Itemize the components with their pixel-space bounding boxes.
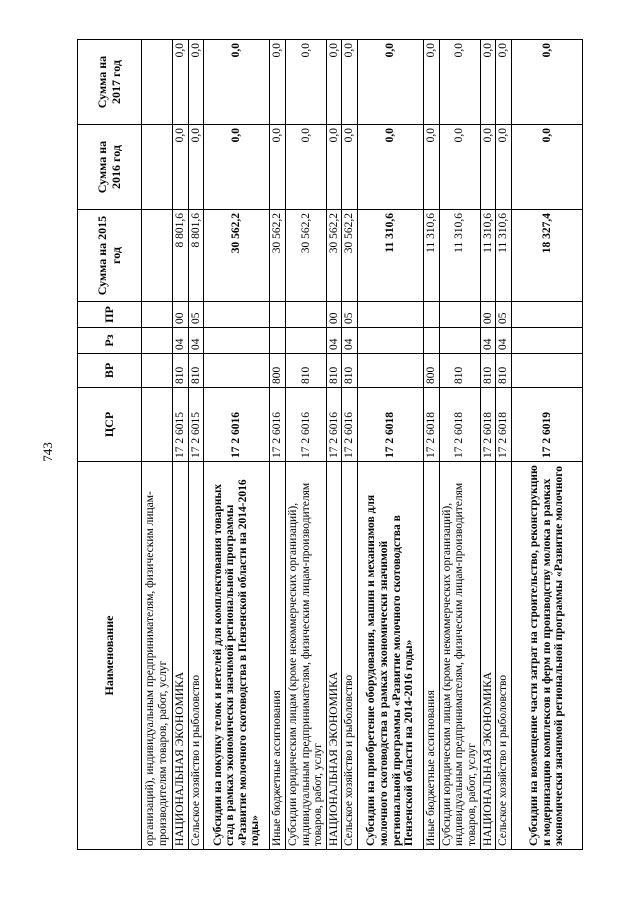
row-sum-2015: 18 327,4 xyxy=(511,210,582,302)
header-csr: ЦСР xyxy=(78,388,142,462)
row-csr: 17 2 6018 xyxy=(480,388,496,462)
table-row xyxy=(439,40,480,850)
row-sum-2015: 30 562,2 xyxy=(326,210,342,302)
table-row xyxy=(511,40,582,850)
header-sum-2015: Сумма на 2015 год xyxy=(78,210,142,302)
row-sum-2016: 0,0 xyxy=(342,125,358,210)
row-sum-2016: 0,0 xyxy=(439,125,480,210)
row-name: НАЦИОНАЛЬНАЯ ЭКОНОМИКА xyxy=(173,462,189,850)
row-name: Субсидии юридическим лицам (кроме некоммерческих организаций), индивидуальным предпринимателям, физическим лицам-производителям товаров, работ, услуг xyxy=(285,462,326,850)
row-csr: 17 2 6018 xyxy=(424,388,440,462)
row-sum-2016: 0,0 xyxy=(188,125,204,210)
row-sum-2016 xyxy=(142,125,173,210)
row-sum-2017: 0,0 xyxy=(326,40,342,125)
row-csr: 17 2 6018 xyxy=(358,388,424,462)
table-row xyxy=(496,40,512,850)
row-sum-2017: 0,0 xyxy=(173,40,189,125)
row-sum-2016: 0,0 xyxy=(270,125,286,210)
table-row xyxy=(204,40,270,850)
row-sum-2015 xyxy=(142,210,173,302)
row-sum-2016: 0,0 xyxy=(480,125,496,210)
row-vr: 810 xyxy=(326,354,342,388)
row-sum-2017: 0,0 xyxy=(358,40,424,125)
row-name: Иные бюджетные ассигнования xyxy=(270,462,286,850)
row-vr: 810 xyxy=(480,354,496,388)
row-rz: 04 xyxy=(188,328,204,354)
row-csr xyxy=(142,388,173,462)
row-name: Сельское хозяйство и рыболовство xyxy=(342,462,358,850)
row-name: НАЦИОНАЛЬНАЯ ЭКОНОМИКА xyxy=(480,462,496,850)
row-name: Субсидии на приобретение оборудования, машин и механизмов для молочного скотоводства в рамках экономически значимой региональной программы «Развитие молочного скотоводства в Пензенской области на 2014-2016 годы» xyxy=(358,462,424,850)
header-sum-2016: Сумма на 2016 год xyxy=(78,125,142,210)
row-sum-2017 xyxy=(142,40,173,125)
row-rz: 04 xyxy=(342,328,358,354)
row-rz: 04 xyxy=(326,328,342,354)
row-pr: 00 xyxy=(173,302,189,328)
row-sum-2017: 0,0 xyxy=(480,40,496,125)
row-pr: 05 xyxy=(342,302,358,328)
table-row xyxy=(285,40,326,850)
budget-table xyxy=(77,39,583,850)
row-name: НАЦИОНАЛЬНАЯ ЭКОНОМИКА xyxy=(326,462,342,850)
row-csr: 17 2 6016 xyxy=(285,388,326,462)
row-csr: 17 2 6016 xyxy=(342,388,358,462)
table-row xyxy=(358,40,424,850)
row-name: Субсидии на покупку телок и нетелей для комплектования товарных стад в рамках экономически значимой региональной программы «Развитие молочного скотоводства в Пензенской области на 2014-2016 годы» xyxy=(204,462,270,850)
row-vr: 810 xyxy=(173,354,189,388)
row-name: Сельское хозяйство и рыболовство xyxy=(496,462,512,850)
row-rz xyxy=(358,328,424,354)
row-vr: 810 xyxy=(285,354,326,388)
row-sum-2015: 30 562,2 xyxy=(342,210,358,302)
row-rz xyxy=(511,328,582,354)
row-pr: 05 xyxy=(496,302,512,328)
row-rz xyxy=(424,328,440,354)
row-vr: 800 xyxy=(424,354,440,388)
row-vr xyxy=(204,354,270,388)
row-sum-2015: 11 310,6 xyxy=(439,210,480,302)
header-sum-2017: Сумма на 2017 год xyxy=(78,40,142,125)
row-sum-2016: 0,0 xyxy=(511,125,582,210)
row-sum-2017: 0,0 xyxy=(496,40,512,125)
row-vr: 810 xyxy=(188,354,204,388)
table-row xyxy=(326,40,342,850)
row-rz xyxy=(142,328,173,354)
row-vr: 810 xyxy=(342,354,358,388)
row-sum-2015: 8 801,6 xyxy=(188,210,204,302)
table-row xyxy=(188,40,204,850)
row-pr xyxy=(204,302,270,328)
row-pr xyxy=(424,302,440,328)
row-vr: 810 xyxy=(439,354,480,388)
row-csr: 17 2 6016 xyxy=(270,388,286,462)
row-sum-2015: 8 801,6 xyxy=(173,210,189,302)
row-rz: 04 xyxy=(480,328,496,354)
row-sum-2017: 0,0 xyxy=(188,40,204,125)
row-sum-2016: 0,0 xyxy=(285,125,326,210)
row-pr xyxy=(439,302,480,328)
table-row xyxy=(142,40,173,850)
row-sum-2015: 30 562,2 xyxy=(204,210,270,302)
row-sum-2016: 0,0 xyxy=(424,125,440,210)
row-csr: 17 2 6018 xyxy=(496,388,512,462)
row-sum-2017: 0,0 xyxy=(424,40,440,125)
row-csr: 17 2 6016 xyxy=(204,388,270,462)
row-vr xyxy=(511,354,582,388)
row-pr: 00 xyxy=(326,302,342,328)
row-csr: 17 2 6018 xyxy=(439,388,480,462)
row-csr: 17 2 6016 xyxy=(326,388,342,462)
row-sum-2015: 11 310,6 xyxy=(424,210,440,302)
row-sum-2015: 11 310,6 xyxy=(358,210,424,302)
row-csr: 17 2 6019 xyxy=(511,388,582,462)
row-sum-2017: 0,0 xyxy=(204,40,270,125)
row-sum-2015: 11 310,6 xyxy=(480,210,496,302)
row-sum-2016: 0,0 xyxy=(496,125,512,210)
row-pr xyxy=(270,302,286,328)
table-row xyxy=(480,40,496,850)
row-name: организаций), индивидуальным предпринимателям, физическим лицам-производителям товаров, работ, услуг xyxy=(142,462,173,850)
row-rz xyxy=(285,328,326,354)
row-pr xyxy=(142,302,173,328)
row-vr: 800 xyxy=(270,354,286,388)
row-sum-2017: 0,0 xyxy=(511,40,582,125)
row-pr: 05 xyxy=(188,302,204,328)
row-sum-2016: 0,0 xyxy=(173,125,189,210)
row-sum-2015: 30 562,2 xyxy=(270,210,286,302)
row-rz: 04 xyxy=(173,328,189,354)
header-vr: ВР xyxy=(78,354,142,388)
row-rz: 04 xyxy=(496,328,512,354)
row-pr xyxy=(285,302,326,328)
row-pr xyxy=(511,302,582,328)
row-name: Субсидии на возмещение части затрат на строительство, реконструкцию и модернизацию комплексов и ферм по производству молока в рамках экономически значимой региональной программы «Развитие молочного xyxy=(511,462,582,850)
table-row xyxy=(424,40,440,850)
row-sum-2017: 0,0 xyxy=(270,40,286,125)
row-vr xyxy=(142,354,173,388)
row-name: Иные бюджетные ассигнования xyxy=(424,462,440,850)
page-number: 743 xyxy=(40,442,55,462)
row-sum-2016: 0,0 xyxy=(326,125,342,210)
row-vr: 810 xyxy=(496,354,512,388)
row-rz xyxy=(270,328,286,354)
row-sum-2015: 11 310,6 xyxy=(496,210,512,302)
row-sum-2016: 0,0 xyxy=(358,125,424,210)
row-sum-2017: 0,0 xyxy=(342,40,358,125)
header-name: Наименование xyxy=(78,462,142,850)
row-pr: 00 xyxy=(480,302,496,328)
header-rz: Рз xyxy=(78,328,142,354)
table-row xyxy=(270,40,286,850)
row-sum-2017: 0,0 xyxy=(439,40,480,125)
table-row xyxy=(173,40,189,850)
row-sum-2015: 30 562,2 xyxy=(285,210,326,302)
header-pr: ПР xyxy=(78,302,142,328)
row-name: Субсидии юридическим лицам (кроме некоммерческих организаций), индивидуальным предпринимателям, физическим лицам-производителям товаров, работ, услуг xyxy=(439,462,480,850)
row-name: Сельское хозяйство и рыболовство xyxy=(188,462,204,850)
row-rz xyxy=(439,328,480,354)
rotated-table-wrapper xyxy=(77,40,580,850)
row-csr: 17 2 6015 xyxy=(173,388,189,462)
table-header-row xyxy=(78,40,142,850)
row-csr: 17 2 6015 xyxy=(188,388,204,462)
row-sum-2016: 0,0 xyxy=(204,125,270,210)
table-row xyxy=(342,40,358,850)
row-pr xyxy=(358,302,424,328)
row-sum-2017: 0,0 xyxy=(285,40,326,125)
row-rz xyxy=(204,328,270,354)
row-vr xyxy=(358,354,424,388)
